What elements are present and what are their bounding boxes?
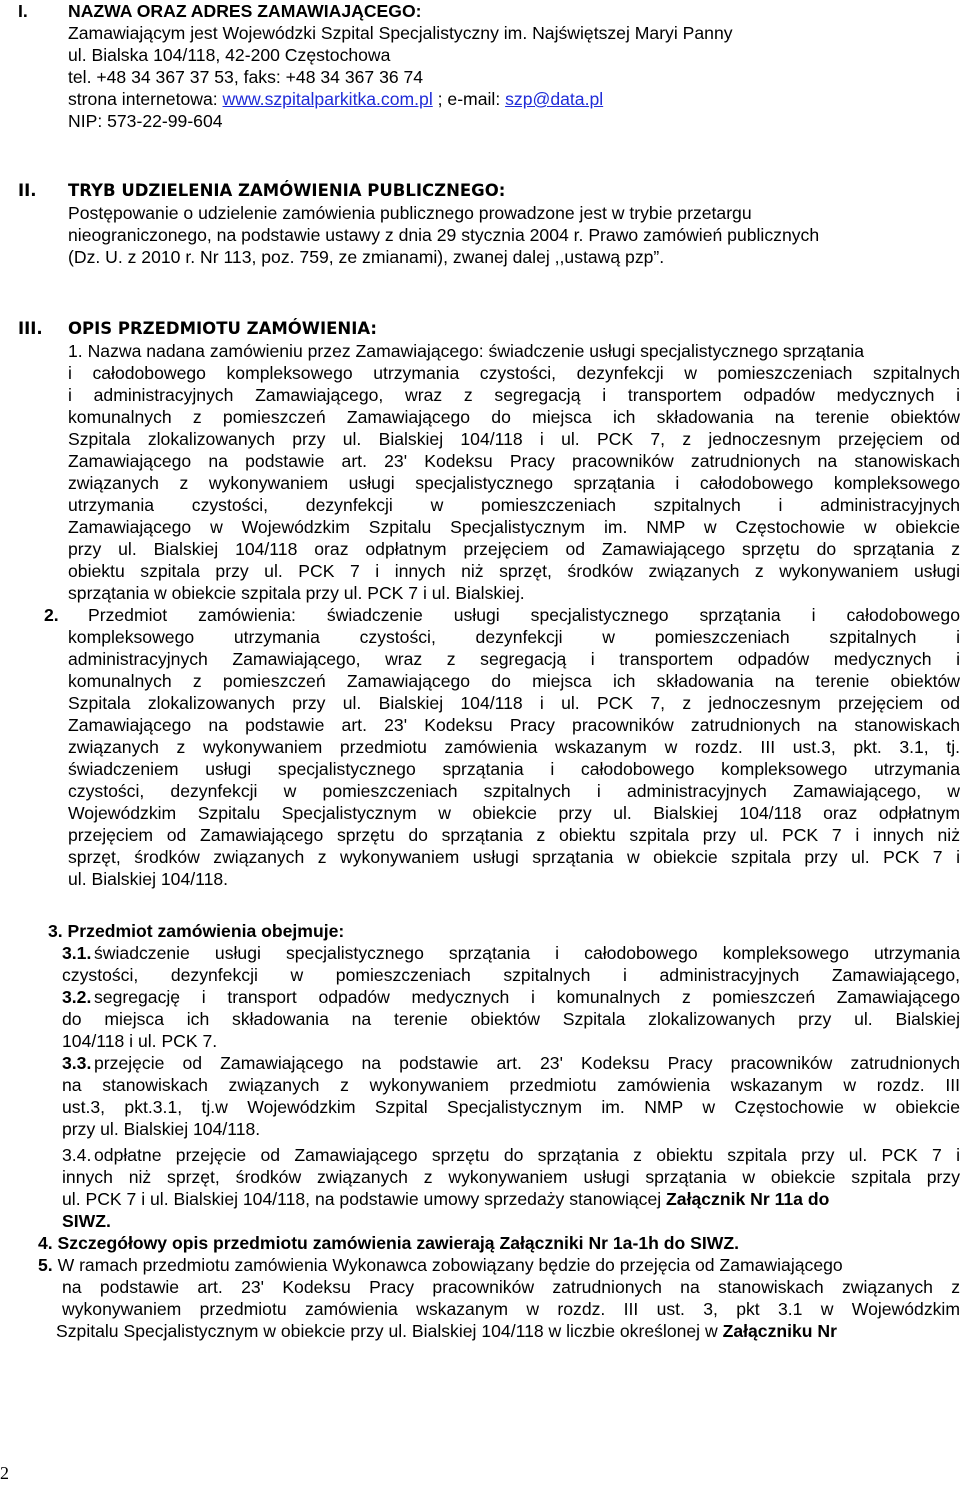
section-2-title: TRYB UDZIELENIA ZAMÓWIENIA PUBLICZNEGO: — [68, 181, 506, 200]
point-3-4-text: odpłatne przejęcie od Zamawiającego sprzętu do sprzątania z obiektu szpitala przy ul. PCK 7 i — [94, 1145, 960, 1165]
point-4-text: 4. Szczegółowy opis przedmiotu zamówienia zawierają Załączniki Nr 1a-1h do SIWZ. — [38, 1233, 739, 1253]
section-2-text-line: nieograniczonego, na podstawie ustawy z dnia 29 stycznia 2004 r. Prawo zamówień publicznych — [68, 225, 820, 245]
section-2-text-line: Postępowanie o udzielenie zamówienia publicznego prowadzone jest w trybie przetargu — [68, 203, 752, 223]
point-3-3-line: na stanowiskach związanych z wykonywaniem przedmiotu zamówienia wskazanym w rozdz. III — [62, 1075, 960, 1095]
section-3-heading — [18, 318, 378, 340]
point-3-4-last-line — [62, 1210, 111, 1232]
email-label: ; e-mail: — [432, 89, 506, 109]
point-3-title — [48, 920, 344, 942]
point-3-title-text: 3. Przedmiot zamówienia obejmuje: — [48, 921, 345, 941]
point-2-line: przejęciem od Zamawiającego sprzętu do sprzątania z obiektu szpitala przy ul. PCK 7 i innych niż — [68, 825, 960, 845]
point-3-3-number: 3.3. — [62, 1053, 92, 1073]
point-1-last-line: sprzątania w obiekcie szpitala przy ul. PCK 7 i ul. Bialskiej. — [68, 583, 525, 603]
section-2-text-line: (Dz. U. z 2010 r. Nr 113, poz. 759, ze zmianami), zwanej dalej ,,ustawą pzp”. — [68, 247, 665, 267]
point-3-3-last-line: przy ul. Bialskiej 104/118. — [62, 1119, 261, 1139]
point-5-number: 5. — [38, 1255, 53, 1275]
point-5-fourth-line — [56, 1320, 837, 1342]
point-3-4-third-line — [62, 1188, 829, 1210]
point-2-line: administracyjnych Zamawiającego, wraz z segregacją i transportem odpadów medycznych i — [68, 649, 960, 669]
point-2-text: Przedmiot zamówienia: świadczenie usługi specjalistycznego sprzątania i całodobowego — [88, 605, 960, 625]
point-3-3-text: przejęcie od Zamawiającego na podstawie art. 23' Kodeksu Pracy pracowników zatrudnionych — [94, 1053, 960, 1073]
annex-reference: Załączniku Nr — [722, 1321, 837, 1341]
point-3-2-first-line — [62, 986, 960, 1008]
point-1-first-line — [68, 340, 864, 362]
point-2-line: kompleksowego utrzymania czystości, dezynfekcji w pomieszczeniach szpitalnych i — [68, 627, 960, 647]
point-1-line: utrzymania czystości, dezynfekcji w pomieszczeniach szpitalnych i administracyjnych — [68, 495, 960, 515]
point-2-line: świadczeniem usługi specjalistycznego sprzątania i całodobowego kompleksowego utrzymania — [68, 759, 960, 779]
point-3-1-line: czystości, dezynfekcji w pomieszczeniach szpitalnych i administracyjnych Zamawiającego, — [62, 965, 960, 985]
point-2-line: komunalnych z pomieszczeń Zamawiającego do miejsca ich składowania na terenie obiektów — [68, 671, 960, 691]
point-3-4-first-line — [62, 1144, 960, 1166]
point-3-1-text: świadczenie usługi specjalistycznego sprzątania i całodobowego kompleksowego utrzymania — [94, 943, 960, 963]
point-4 — [38, 1232, 739, 1254]
point-2-line: sprzęt, środków związanych z wykonywaniem usługi sprzątania w obiekcie szpitala przy ul. PCK 7 i — [68, 847, 960, 867]
point-2-line: Wojewódzkim Szpitalu Specjalistycznym w obiekcie przy ul. Bialskiej 104/118 oraz odpłatnym — [68, 803, 960, 823]
ordering-party-phone: tel. +48 34 367 37 53, faks: +48 34 367 36 74 — [68, 67, 424, 87]
point-5-line: na podstawie art. 23' Kodeksu Pracy pracowników zatrudnionych na stanowiskach związanych z — [62, 1277, 960, 1297]
section-3-title: OPIS PRZEDMIOTU ZAMÓWIENIA: — [68, 319, 378, 338]
point-1-line: i administracyjnych Zamawiającego, wraz z segregacją i transportem odpadów medycznych i — [68, 385, 960, 405]
point-1-line: obiektu szpitala przy ul. PCK 7 i innych niż sprzęt, środków związanych z wykonywaniem usługi — [68, 561, 960, 581]
point-3-3-first-line — [62, 1052, 960, 1074]
ordering-party-name: Zamawiającym jest Wojewódzki Szpital Specjalistyczny im. Najświętszej Maryi Panny — [68, 23, 733, 43]
point-5-line: wykonywaniem przedmiotu zamówienia wskazanym w rozdz. III ust. 3, pkt 3.1 w Wojewódzkim — [62, 1299, 960, 1319]
point-5-fourth-text: Szpitalu Specjalistycznym w obiekcie przy ul. Bialskiej 104/118 w liczbie określonej w — [56, 1321, 723, 1341]
point-1-line: przy ul. Bialskiej 104/118 oraz odpłatnym przejęciem od Zamawiającego sprzętu do sprzątania z — [68, 539, 960, 559]
point-1-line: komunalnych z pomieszczeń Zamawiającego do miejsca ich składowania na terenie obiektów — [68, 407, 960, 427]
point-5-text: W ramach przedmiotu zamówienia Wykonawca zobowiązany będzie do przejęcia od Zamawiającego — [52, 1255, 843, 1275]
section-2-number: II. — [18, 181, 37, 200]
point-3-4-third-text: ul. PCK 7 i ul. Bialskiej 104/118, na podstawie umowy sprzedaży stanowiącej — [62, 1189, 667, 1209]
email-link[interactable]: szp@data.pl — [505, 89, 604, 109]
section-3-number: III. — [18, 319, 43, 338]
point-3-2-number: 3.2. — [62, 987, 92, 1007]
point-1-line: Zamawiającego w Wojewódzkim Szpitalu Specjalistycznym im. NMP w Częstochowie w obiekcie — [68, 517, 960, 537]
point-2-line: Szpitala zlokalizowanych przy ul. Bialskiej 104/118 i ul. PCK 7, z jednoczesnym przejęciem od — [68, 693, 960, 713]
point-2-last-line: ul. Bialskiej 104/118. — [68, 869, 229, 889]
ordering-party-address: ul. Bialska 104/118, 42-200 Częstochowa — [68, 45, 391, 65]
point-3-1-number: 3.1. — [62, 943, 92, 963]
point-3-2-text: segregację i transport odpadów medycznych i komunalnych z pomieszczeń Zamawiającego — [94, 987, 960, 1007]
point-2-number: 2. — [44, 605, 59, 625]
point-5-first-line — [38, 1254, 843, 1276]
section-2-heading — [18, 180, 506, 202]
point-3-4-line: innych niż sprzęt, środków związanych z wykonywaniem usługi sprzątania w obiekcie szpitala przy — [62, 1167, 960, 1187]
point-3-2-last-line: 104/118 i ul. PCK 7. — [62, 1031, 218, 1051]
annex-11a-reference: Załącznik Nr 11a do — [666, 1189, 830, 1209]
point-1-line: i całodobowego kompleksowego utrzymania czystości, dezynfekcji w pomieszczeniach szpitalnych — [68, 363, 960, 383]
point-1-number: 1. — [68, 341, 83, 361]
point-1-line: Szpitala zlokalizowanych przy ul. Bialskiej 104/118 i ul. PCK 7, z jednoczesnym przejęciem od — [68, 429, 960, 449]
section-1-number: I. — [18, 1, 28, 21]
point-2-line: czystości, dezynfekcji w pomieszczeniach szpitalnych i administracyjnych Zamawiającego, w — [68, 781, 960, 801]
point-1-line: związanych z wykonywaniem usługi specjalistycznego sprzątania i całodobowego kompleksowego — [68, 473, 960, 493]
point-3-1-first-line — [62, 942, 960, 964]
page-number: 2 — [0, 1463, 9, 1483]
point-2-line: Zamawiającego na podstawie art. 23' Kodeksu Pracy pracowników zatrudnionych na stanowiskach — [68, 715, 960, 735]
point-1-line: Zamawiającego na podstawie art. 23' Kodeksu Pracy pracowników zatrudnionych na stanowiskach — [68, 451, 960, 471]
ordering-party-contacts — [68, 88, 603, 110]
point-1-text: Nazwa nadana zamówieniu przez Zamawiającego: świadczenie usługi specjalistycznego sprzątania — [87, 341, 865, 361]
point-3-2-line: do miejsca ich składowania na terenie obiektów Szpitala zlokalizowanych przy ul. Bialskiej — [62, 1009, 960, 1029]
website-label: strona internetowa: — [68, 89, 223, 109]
point-2-first-line — [44, 604, 960, 626]
nip-number: NIP: 573-22-99-604 — [68, 111, 223, 131]
website-link[interactable]: www.szpitalparkitka.com.pl — [222, 89, 433, 109]
siwz-reference: SIWZ. — [62, 1211, 111, 1231]
point-3-3-line: ust.3, pkt.3.1, tj.w Wojewódzkim Szpital Specjalistycznym im. NMP w Częstochowie w obiekcie — [62, 1097, 960, 1117]
point-3-4-number: 3.4. — [62, 1145, 92, 1165]
section-1-heading — [18, 0, 422, 22]
point-2-line: związanych z wykonywaniem przedmiotu zamówienia wskazanym w rozdz. III ust.3, pkt. 3.1, tj. — [68, 737, 960, 757]
section-1-title: NAZWA ORAZ ADRES ZAMAWIAJĄCEGO: — [68, 1, 422, 21]
